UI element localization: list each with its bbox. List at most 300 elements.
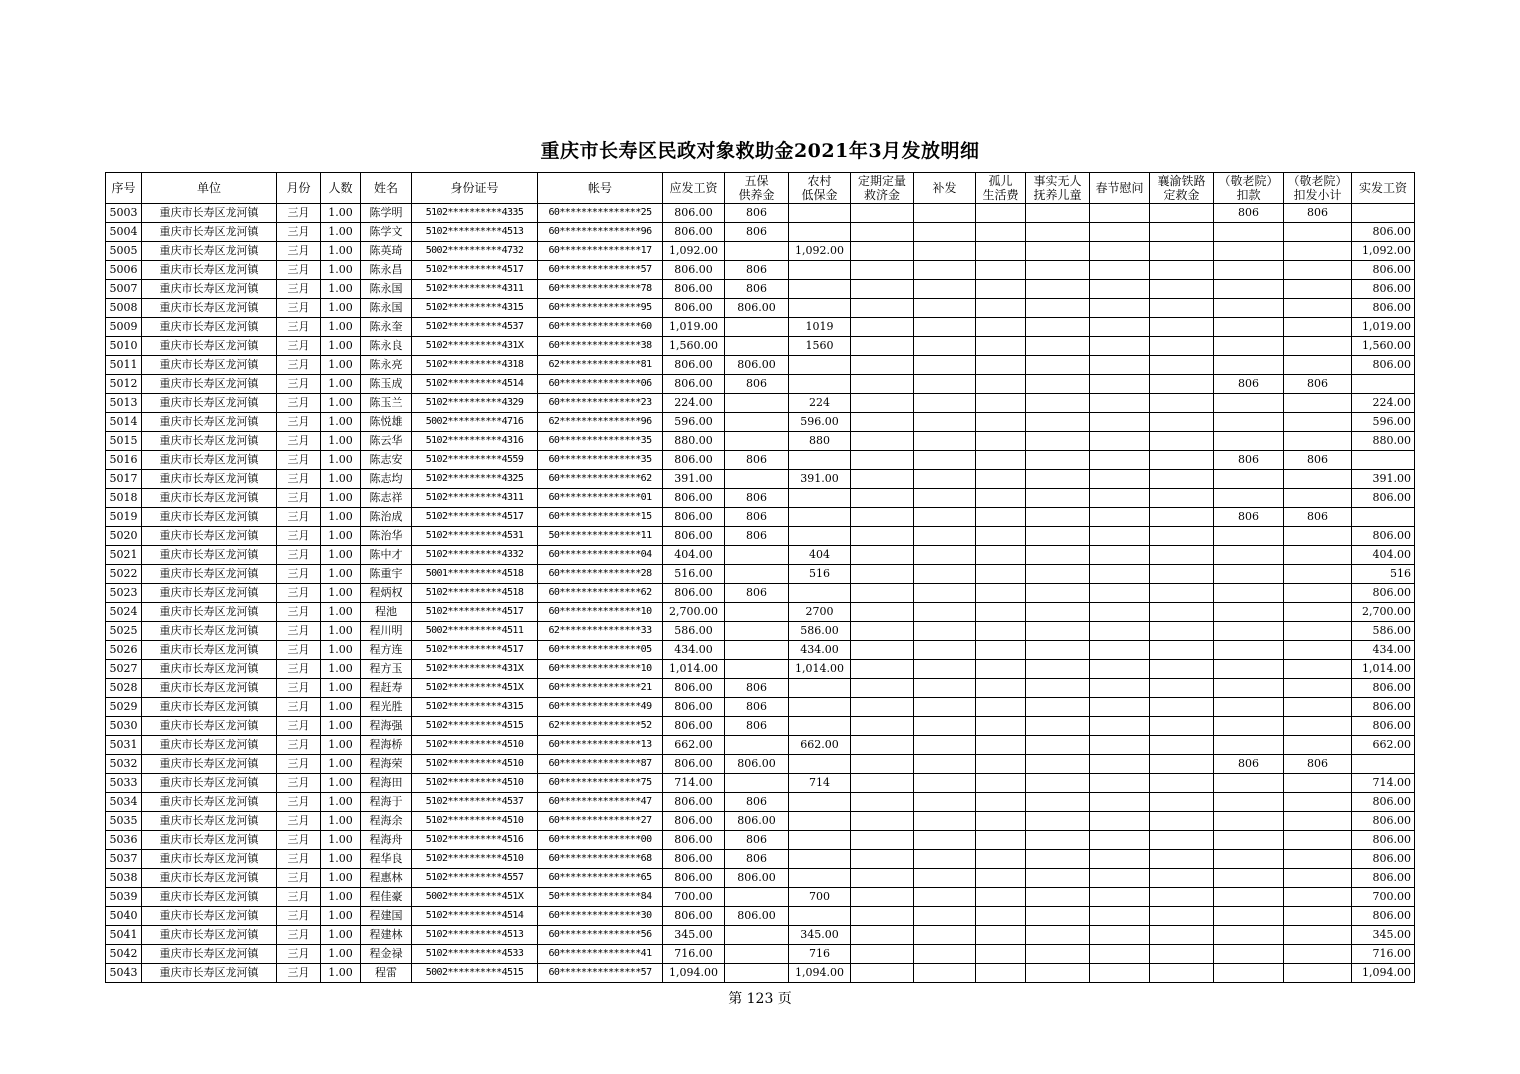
table-cell: [851, 812, 914, 831]
table-cell: 716.00: [663, 945, 725, 964]
table-cell: [1214, 489, 1284, 508]
table-cell: 806.00: [725, 299, 789, 318]
table-cell: 程赶寿: [361, 679, 412, 698]
table-cell: [976, 489, 1026, 508]
table-cell: 重庆市长寿区龙河镇: [142, 964, 277, 983]
table-cell: [851, 945, 914, 964]
table-header: [106, 173, 1415, 204]
table-cell: 1.00: [321, 584, 361, 603]
table-cell: 重庆市长寿区龙河镇: [142, 337, 277, 356]
table-cell: [725, 926, 789, 945]
table-cell: [1090, 622, 1150, 641]
table-cell: 重庆市长寿区龙河镇: [142, 698, 277, 717]
table-cell: 224.00: [663, 394, 725, 413]
table-cell: 806.00: [663, 299, 725, 318]
table-cell: 重庆市长寿区龙河镇: [142, 204, 277, 223]
table-row: [106, 565, 1415, 584]
table-cell: 1.00: [321, 774, 361, 793]
table-cell: 重庆市长寿区龙河镇: [142, 755, 277, 774]
column-header: 单位: [142, 173, 277, 204]
table-cell: [1284, 793, 1352, 812]
table-cell: 5002**********4511: [412, 622, 538, 641]
table-cell: [1150, 565, 1214, 584]
table-cell: 重庆市长寿区龙河镇: [142, 413, 277, 432]
table-cell: 5102**********4316: [412, 432, 538, 451]
table-cell: [1090, 660, 1150, 679]
table-cell: [1150, 850, 1214, 869]
table-cell: 5009: [106, 318, 142, 337]
table-cell: 1.00: [321, 546, 361, 565]
table-row: [106, 546, 1415, 565]
table-cell: 5016: [106, 451, 142, 470]
table-cell: 60***************57: [538, 964, 663, 983]
table-cell: 345.00: [789, 926, 851, 945]
table-cell: 程佳豪: [361, 888, 412, 907]
table-cell: [976, 831, 1026, 850]
table-cell: [851, 280, 914, 299]
table-cell: [851, 242, 914, 261]
table-cell: 5102**********4517: [412, 641, 538, 660]
table-cell: [914, 527, 976, 546]
table-cell: 60***************95: [538, 299, 663, 318]
table-cell: [914, 565, 976, 584]
table-cell: 三月: [277, 204, 321, 223]
table-row: [106, 641, 1415, 660]
table-cell: [1352, 451, 1415, 470]
table-cell: 391.00: [1352, 470, 1415, 489]
table-cell: 806: [725, 489, 789, 508]
table-cell: 806: [1214, 755, 1284, 774]
table-cell: 陈永国: [361, 299, 412, 318]
table-cell: 1.00: [321, 945, 361, 964]
table-cell: 三月: [277, 945, 321, 964]
table-cell: [976, 945, 1026, 964]
table-cell: 1,092.00: [1352, 242, 1415, 261]
column-header: 应发工资: [663, 173, 725, 204]
table-cell: [1090, 850, 1150, 869]
table-cell: [914, 831, 976, 850]
table-cell: 重庆市长寿区龙河镇: [142, 375, 277, 394]
table-cell: 1,094.00: [663, 964, 725, 983]
table-cell: [789, 717, 851, 736]
table-cell: [1090, 793, 1150, 812]
table-cell: [1090, 489, 1150, 508]
table-cell: [1214, 698, 1284, 717]
table-cell: [1026, 964, 1090, 983]
table-cell: 程海强: [361, 717, 412, 736]
table-cell: 程海于: [361, 793, 412, 812]
column-header: 实发工资: [1352, 173, 1415, 204]
table-cell: [1214, 869, 1284, 888]
table-cell: 60***************60: [538, 318, 663, 337]
table-cell: [1214, 299, 1284, 318]
table-cell: 806.00: [663, 451, 725, 470]
table-cell: 1.00: [321, 641, 361, 660]
table-cell: 三月: [277, 603, 321, 622]
table-cell: 60***************30: [538, 907, 663, 926]
table-cell: 1.00: [321, 736, 361, 755]
table-row: [106, 698, 1415, 717]
table-cell: 880.00: [663, 432, 725, 451]
table-cell: [851, 299, 914, 318]
column-header: 农村 低保金: [789, 173, 851, 204]
table-cell: [1026, 394, 1090, 413]
table-cell: [1090, 698, 1150, 717]
table-cell: [1284, 888, 1352, 907]
table-row: [106, 603, 1415, 622]
table-cell: 重庆市长寿区龙河镇: [142, 318, 277, 337]
column-header: 五保 供养金: [725, 173, 789, 204]
table-cell: [1090, 375, 1150, 394]
table-cell: 1.00: [321, 299, 361, 318]
table-cell: 60***************10: [538, 603, 663, 622]
table-cell: [1026, 755, 1090, 774]
table-cell: 5036: [106, 831, 142, 850]
table-cell: [1284, 527, 1352, 546]
table-row: [106, 736, 1415, 755]
table-cell: [789, 812, 851, 831]
table-cell: [851, 375, 914, 394]
table-cell: [1090, 603, 1150, 622]
table-cell: 重庆市长寿区龙河镇: [142, 565, 277, 584]
table-cell: 806.00: [663, 717, 725, 736]
table-cell: 5003: [106, 204, 142, 223]
table-cell: 806.00: [725, 907, 789, 926]
table-cell: 806.00: [725, 812, 789, 831]
table-row: [106, 622, 1415, 641]
table-cell: [1090, 280, 1150, 299]
table-cell: 806.00: [663, 584, 725, 603]
table-cell: [851, 432, 914, 451]
table-cell: [851, 223, 914, 242]
table-cell: 60***************87: [538, 755, 663, 774]
table-cell: [789, 280, 851, 299]
table-cell: [976, 375, 1026, 394]
table-cell: 5040: [106, 907, 142, 926]
table-cell: 5102**********4311: [412, 489, 538, 508]
table-cell: 60***************21: [538, 679, 663, 698]
table-cell: 60***************23: [538, 394, 663, 413]
table-cell: 5102**********4315: [412, 299, 538, 318]
table-cell: [1284, 299, 1352, 318]
table-row: [106, 318, 1415, 337]
table-cell: 1.00: [321, 660, 361, 679]
table-row: [106, 242, 1415, 261]
table-cell: [914, 261, 976, 280]
table-cell: 5102**********4514: [412, 907, 538, 926]
table-cell: 三月: [277, 907, 321, 926]
table-cell: [1150, 527, 1214, 546]
table-cell: 1.00: [321, 242, 361, 261]
table-cell: [725, 736, 789, 755]
table-cell: [851, 907, 914, 926]
table-row: [106, 470, 1415, 489]
table-cell: [1284, 280, 1352, 299]
table-row: [106, 356, 1415, 375]
table-cell: 5102**********4518: [412, 584, 538, 603]
table-cell: 5102**********4510: [412, 774, 538, 793]
table-cell: 三月: [277, 527, 321, 546]
table-cell: [976, 926, 1026, 945]
table-cell: [1284, 945, 1352, 964]
table-cell: 806: [725, 508, 789, 527]
table-cell: [1284, 641, 1352, 660]
table-cell: 重庆市长寿区龙河镇: [142, 812, 277, 831]
table-cell: 1.00: [321, 375, 361, 394]
table-cell: [1150, 793, 1214, 812]
table-cell: 806.00: [725, 755, 789, 774]
table-cell: 5102**********4517: [412, 603, 538, 622]
table-cell: [914, 679, 976, 698]
table-cell: 5042: [106, 945, 142, 964]
table-cell: [851, 318, 914, 337]
table-cell: 1.00: [321, 432, 361, 451]
table-cell: 三月: [277, 774, 321, 793]
table-cell: 60***************27: [538, 812, 663, 831]
table-cell: 5021: [106, 546, 142, 565]
table-cell: 三月: [277, 299, 321, 318]
table-row: [106, 907, 1415, 926]
table-cell: 1019: [789, 318, 851, 337]
table-cell: 5038: [106, 869, 142, 888]
table-cell: 1.00: [321, 850, 361, 869]
table-cell: [1214, 242, 1284, 261]
table-cell: 806: [725, 223, 789, 242]
table-cell: 806.00: [663, 850, 725, 869]
table-row: [106, 394, 1415, 413]
table-cell: [914, 812, 976, 831]
table-cell: 三月: [277, 280, 321, 299]
table-cell: [851, 679, 914, 698]
table-cell: 程建国: [361, 907, 412, 926]
table-cell: 三月: [277, 793, 321, 812]
table-row: [106, 926, 1415, 945]
table-cell: 60***************38: [538, 337, 663, 356]
table-cell: 程光胜: [361, 698, 412, 717]
table-cell: 2,700.00: [1352, 603, 1415, 622]
table-cell: 陈悦雄: [361, 413, 412, 432]
table-cell: 1.00: [321, 812, 361, 831]
table-cell: 陈玉成: [361, 375, 412, 394]
table-cell: 60***************00: [538, 831, 663, 850]
table-cell: [1026, 584, 1090, 603]
table-cell: [1352, 375, 1415, 394]
table-cell: 700.00: [1352, 888, 1415, 907]
table-cell: 1,019.00: [663, 318, 725, 337]
table-cell: 806.00: [663, 223, 725, 242]
table-cell: [1026, 470, 1090, 489]
table-cell: [1214, 546, 1284, 565]
table-cell: 重庆市长寿区龙河镇: [142, 850, 277, 869]
table-cell: 5030: [106, 717, 142, 736]
table-cell: 三月: [277, 546, 321, 565]
table-cell: 1,094.00: [789, 964, 851, 983]
table-cell: [1214, 945, 1284, 964]
table-cell: 516: [1352, 565, 1415, 584]
table-cell: 5019: [106, 508, 142, 527]
table-cell: 三月: [277, 508, 321, 527]
table-cell: 806.00: [663, 261, 725, 280]
table-cell: [1026, 280, 1090, 299]
table-cell: 5102**********4513: [412, 223, 538, 242]
table-cell: [1214, 565, 1284, 584]
table-cell: 程惠林: [361, 869, 412, 888]
table-cell: 404: [789, 546, 851, 565]
table-cell: 880.00: [1352, 432, 1415, 451]
table-cell: 5014: [106, 413, 142, 432]
table-cell: 806.00: [663, 793, 725, 812]
table-cell: 1.00: [321, 907, 361, 926]
table-cell: 806.00: [1352, 489, 1415, 508]
table-cell: [1026, 774, 1090, 793]
table-cell: [1214, 641, 1284, 660]
table-row: [106, 299, 1415, 318]
table-cell: [914, 964, 976, 983]
table-cell: [976, 394, 1026, 413]
table-cell: [976, 660, 1026, 679]
table-cell: [1026, 812, 1090, 831]
table-cell: [725, 945, 789, 964]
table-cell: 806.00: [663, 831, 725, 850]
table-cell: 700.00: [663, 888, 725, 907]
table-cell: [789, 223, 851, 242]
table-cell: [851, 926, 914, 945]
table-cell: [976, 356, 1026, 375]
table-cell: 陈云华: [361, 432, 412, 451]
table-cell: 5043: [106, 964, 142, 983]
table-cell: 程方玉: [361, 660, 412, 679]
table-cell: 陈永亮: [361, 356, 412, 375]
table-cell: 596.00: [663, 413, 725, 432]
table-cell: [1214, 774, 1284, 793]
table-cell: [1150, 964, 1214, 983]
table-cell: 1.00: [321, 451, 361, 470]
table-cell: 三月: [277, 432, 321, 451]
table-cell: [1090, 546, 1150, 565]
table-cell: 806.00: [663, 907, 725, 926]
table-cell: [851, 394, 914, 413]
table-cell: [1214, 394, 1284, 413]
table-cell: 5102**********4514: [412, 375, 538, 394]
table-cell: 5102**********4318: [412, 356, 538, 375]
table-cell: 714.00: [1352, 774, 1415, 793]
table-cell: 1.00: [321, 679, 361, 698]
table-cell: [851, 774, 914, 793]
table-cell: [1284, 223, 1352, 242]
table-cell: 516.00: [663, 565, 725, 584]
table-cell: 三月: [277, 261, 321, 280]
table-cell: 60***************56: [538, 926, 663, 945]
table-cell: 5041: [106, 926, 142, 945]
table-cell: 陈志均: [361, 470, 412, 489]
table-cell: [1284, 698, 1352, 717]
table-cell: [851, 451, 914, 470]
table-cell: 2,700.00: [663, 603, 725, 622]
table-cell: 1.00: [321, 565, 361, 584]
table-cell: 5035: [106, 812, 142, 831]
table-cell: [1284, 603, 1352, 622]
table-cell: [976, 242, 1026, 261]
table-cell: [1090, 337, 1150, 356]
table-cell: 5002**********4732: [412, 242, 538, 261]
table-cell: [851, 755, 914, 774]
table-cell: [1150, 489, 1214, 508]
table-cell: [851, 622, 914, 641]
table-cell: 806: [725, 204, 789, 223]
table-cell: [789, 679, 851, 698]
table-cell: [976, 622, 1026, 641]
table-cell: 1,014.00: [789, 660, 851, 679]
table-cell: [725, 242, 789, 261]
table-cell: [1026, 698, 1090, 717]
table-cell: 1.00: [321, 888, 361, 907]
table-cell: 586.00: [1352, 622, 1415, 641]
table-cell: [1026, 337, 1090, 356]
table-cell: 596.00: [789, 413, 851, 432]
table-cell: 806: [1214, 451, 1284, 470]
column-header: 身份证号: [412, 173, 538, 204]
table-cell: 806: [725, 527, 789, 546]
table-cell: [789, 451, 851, 470]
table-cell: 806.00: [1352, 831, 1415, 850]
table-cell: 806.00: [663, 489, 725, 508]
table-cell: [1284, 679, 1352, 698]
table-cell: [1214, 907, 1284, 926]
table-cell: [1026, 451, 1090, 470]
table-cell: [1150, 698, 1214, 717]
table-cell: 404.00: [1352, 546, 1415, 565]
table-cell: 三月: [277, 489, 321, 508]
table-cell: [976, 318, 1026, 337]
table-cell: 806.00: [1352, 679, 1415, 698]
table-cell: [1150, 337, 1214, 356]
table-cell: [914, 394, 976, 413]
table-cell: [1284, 242, 1352, 261]
table-cell: 60***************68: [538, 850, 663, 869]
table-cell: [914, 603, 976, 622]
table-cell: 806.00: [663, 204, 725, 223]
table-cell: [789, 850, 851, 869]
table-cell: [1214, 337, 1284, 356]
table-cell: 5017: [106, 470, 142, 489]
table-cell: [1090, 945, 1150, 964]
table-cell: [976, 603, 1026, 622]
table-cell: 516: [789, 565, 851, 584]
table-cell: [1090, 926, 1150, 945]
table-cell: [1284, 622, 1352, 641]
table-cell: 重庆市长寿区龙河镇: [142, 926, 277, 945]
table-row: [106, 375, 1415, 394]
table-cell: 程海余: [361, 812, 412, 831]
table-row: [106, 432, 1415, 451]
table-cell: 5027: [106, 660, 142, 679]
table-cell: 662.00: [663, 736, 725, 755]
table-cell: [1284, 318, 1352, 337]
table-cell: [1214, 223, 1284, 242]
table-cell: [976, 204, 1026, 223]
table-row: [106, 223, 1415, 242]
table-row: [106, 831, 1415, 850]
table-cell: 806: [725, 698, 789, 717]
table-cell: 1.00: [321, 261, 361, 280]
table-cell: 5012: [106, 375, 142, 394]
table-cell: 60***************35: [538, 451, 663, 470]
table-cell: [1026, 603, 1090, 622]
table-cell: [1150, 736, 1214, 755]
table-cell: [1026, 888, 1090, 907]
table-cell: [789, 261, 851, 280]
table-cell: [914, 451, 976, 470]
